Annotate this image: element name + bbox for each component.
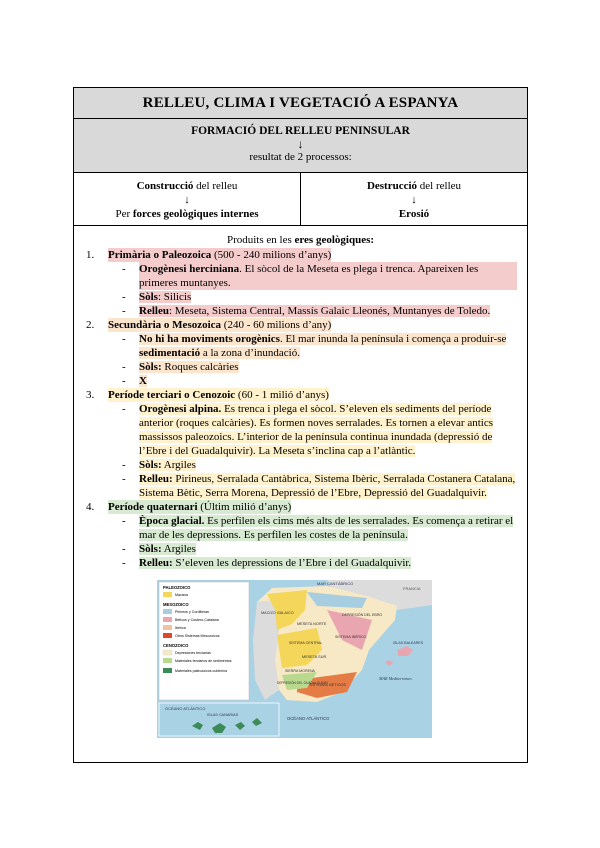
subitem-text: Roques calcàries: [161, 361, 239, 373]
subitem-text: Pirineus, Serralada Cantàbrica, Sistema Ibèric, Serralada Costanera Catalana, Sistema Bètic, Serra Morena, Depressió de l’Ebre, Depressió del Guadalquivir.: [139, 473, 516, 499]
era-subitem: - Orogènesi alpina. Es trenca i plega el sòcol. S’eleven els sediments del període anterior (roques calcàries). Es formen noves serralades. Es tornen a elevar antics massissos paleozoics. L’interior de la península continua inundada (depressió de l’Ebre i del Guadalquivir). La Meseta s’inclina cap a l’atlàntic.: [122, 403, 493, 457]
subitem-bold: Sòls: [139, 291, 158, 303]
formacio-heading: FORMACIÓ DEL RELLEU PENINSULAR: [191, 125, 410, 137]
down-arrow-icon: ↓: [411, 194, 417, 206]
era-number: 1.: [86, 249, 95, 261]
inset-ocean-label: OCÉANO ATLÁNTICO: [165, 706, 206, 711]
construccio-cell: [74, 173, 301, 225]
subitem-bold: No hi ha moviments orogènics: [139, 333, 280, 345]
legend-item: Materiales paleozoicos cubiertos: [175, 669, 228, 673]
map-label: SIERRA MORENA: [285, 669, 315, 673]
map-label: OCÉANO ATLÁNTICO: [287, 716, 330, 721]
produits-bold: eres geològiques:: [294, 234, 375, 246]
subitem-bold: Sòls:: [139, 543, 162, 555]
produits-line: [84, 233, 517, 247]
legend-mesozoic-heading: MESOZOICO: [163, 602, 189, 607]
map-label: SISTEMA IBÉRICO: [335, 635, 367, 639]
legend-swatch: [163, 668, 172, 673]
formacio-section: [74, 119, 527, 173]
era-item: [84, 388, 517, 402]
map-label: DEPRESIÓN DEL EBRO: [342, 613, 383, 617]
map-label: MACIZO GALAICO: [261, 611, 294, 615]
down-arrow-icon: ↓: [184, 194, 190, 206]
era-subitem: - Relleu: Pirineus, Serralada Cantàbrica, Sistema Ibèric, Serralada Costanera Catalana, Sistema Bètic, Serra Morena, Depressió de l’Ebre, Depressió del Guadalquivir.: [122, 473, 516, 499]
canary-label: ISLAS CANARIAS: [207, 713, 239, 717]
construccio-forces: forces geològiques internes: [132, 208, 259, 220]
era-number: 3.: [86, 389, 95, 401]
map-label: MAR Mediterráneo: [379, 676, 412, 681]
map-label: MESETA NORTE: [297, 622, 327, 626]
subitem-bold: Orogènesi alpina.: [139, 403, 222, 415]
era-dates: (Últim milió d’anys): [197, 501, 292, 513]
era-item: [84, 248, 517, 262]
destruccio-rest: del relleu: [417, 180, 462, 192]
era-subitem: - Sòls: Argiles: [122, 543, 196, 555]
era-subitem: - No hi ha moviments orogènics. El mar inunda la península i comença a produir-se sedimentació a la zona d’inundació.: [122, 333, 507, 359]
legend-cenozoic-heading: CENOZOICO: [163, 643, 189, 648]
era-name: Període terciari o Cenozoic: [108, 389, 236, 401]
subitem-bold: Relleu:: [139, 473, 173, 485]
map-legend: [159, 582, 249, 700]
era-item: [84, 500, 517, 514]
era-dates: (240 - 60 milions d’any): [221, 319, 332, 331]
subitem-text: Es trenca i plega el sòcol. S’eleven els sediments del període anterior (roques calcàries). Es formen noves serralades. Es tornen a elevar antics massissos paleozoics. L’interior de la península continua inundada (depressió de l’Ebre i del Guadalquivir). La Meseta s’inclina cap a l’atlàntic.: [139, 403, 493, 457]
era-name: Primària o Paleozoica: [108, 249, 212, 261]
down-arrow-icon: ↓: [297, 137, 304, 151]
relief-map: [157, 580, 432, 738]
era-number: 4.: [86, 501, 95, 513]
subitem-text: . El sòcol de la Meseta es plega i trenca. Apareixen les primeres muntanyes.: [139, 263, 479, 289]
legend-swatch: [163, 617, 172, 622]
legend-swatch: [163, 633, 172, 638]
map-label: SISTEMA CENTRAL: [289, 641, 323, 645]
legend-paleozoic-heading: PALEOZOICO: [163, 585, 191, 590]
era-subitem: - Relleu: S’eleven les depressions de l’Ebre i del Guadalquivir.: [122, 557, 412, 569]
page-title: RELLEU, CLIMA I VEGETACIÓ A ESPANYA: [74, 88, 527, 119]
subitem-bold: X: [139, 375, 147, 387]
era-subitem: - Època glacial. Es perfilen els cims més alts de les serralades. Es comença a retirar el mar de les depressions. Es perfilen les costes de la península.: [122, 515, 514, 541]
subitem-text: : Silicis: [157, 291, 192, 303]
processes-row: [74, 173, 527, 226]
map-label: SISTEMAS BÉTICOS: [309, 683, 346, 687]
destruccio-result: Erosió: [398, 208, 430, 220]
subitem-text: . El mar inunda la península i comença a produir-se: [279, 333, 507, 345]
subitem-text: : Meseta, Sistema Central, Massís Galaic Lleonés, Muntanyes de Toledo.: [168, 305, 491, 317]
era-name: Secundària o Mesozoica: [108, 319, 222, 331]
era-dates: (500 - 240 milions d’anys): [211, 249, 332, 261]
destruccio-term: Destrucció: [366, 180, 418, 192]
relief-map-svg: [157, 580, 432, 738]
formacio-subtitle: resultat de 2 processos:: [249, 151, 352, 163]
map-label: ISLAS BALEARES: [393, 641, 424, 645]
subitem-text: Argiles: [161, 543, 196, 555]
construccio-term: Construcció: [136, 180, 194, 192]
subitem-text: Es perfilen els cims més alts de les serralades. Es comença a retirar el mar de les depressions. Es perfilen les costes de la península.: [139, 515, 514, 541]
legend-swatch: [163, 625, 172, 630]
construccio-rest: del relleu: [193, 180, 238, 192]
produits-prefix: Produits en les: [226, 234, 295, 246]
map-label: MAR CANTÁBRICO: [317, 581, 354, 586]
document-table: [73, 87, 528, 763]
legend-item: Ibérica: [175, 626, 186, 630]
era-dates: (60 - 1 milió d’anys): [235, 389, 329, 401]
era-subitem: - Sòls: Silicis: [122, 291, 192, 303]
era-item: [84, 318, 517, 332]
eras-content: [74, 226, 527, 762]
era-subitem: - Relleu: Meseta, Sistema Central, Massís Galaic Lleonés, Muntanyes de Toledo.: [122, 305, 491, 317]
destruccio-cell: [301, 173, 527, 225]
legend-item: Materiales terciarios de sedimentos: [175, 659, 232, 663]
subitem-bold: Relleu:: [139, 557, 173, 569]
france-label: FRANCIA: [403, 586, 421, 591]
legend-item: Béticos y Costero-Catalana: [175, 618, 219, 622]
era-name: Període quaternari: [108, 501, 198, 513]
legend-swatch: [163, 650, 172, 655]
legend-item: Macizos: [175, 593, 189, 597]
legend-swatch: [163, 658, 172, 663]
map-label: DEPRESIÓN DEL GUADALQUIVIR: [277, 681, 328, 685]
subitem-text: Argiles: [161, 459, 196, 471]
map-label: MESETA SUR: [302, 655, 327, 659]
subitem-bold: sedimentació: [139, 347, 201, 359]
legend-item: Pirineos y Cordilleras: [175, 610, 209, 614]
era-subitem: - Orogènesi herciniana. El sòcol de la Meseta es plega i trenca. Apareixen les primeres muntanyes.: [84, 262, 517, 290]
era-subitem: - X: [122, 375, 147, 387]
era-subitem: - Sòls: Argiles: [122, 459, 196, 471]
subitem-bold: Sòls:: [139, 459, 162, 471]
legend-item: Depresiones terciarias: [175, 651, 211, 655]
era-subitem: - Sòls: Roques calcàries: [122, 361, 239, 373]
subitem-bold: Orogènesi herciniana: [139, 263, 240, 275]
subitem-bold: Relleu: [139, 305, 169, 317]
subitem-text: S’eleven les depressions de l’Ebre i del Guadalquivir.: [172, 557, 412, 569]
subitem-text: a la zona d’inundació.: [200, 347, 300, 359]
era-number: 2.: [86, 319, 95, 331]
subitem-bold: Sòls:: [139, 361, 162, 373]
construccio-prefix: Per: [115, 208, 133, 220]
legend-swatch: [163, 592, 172, 597]
legend-item: Otros Sistemas Mesozoicos: [175, 634, 220, 638]
legend-swatch: [163, 609, 172, 614]
subitem-bold: Època glacial.: [139, 515, 205, 527]
